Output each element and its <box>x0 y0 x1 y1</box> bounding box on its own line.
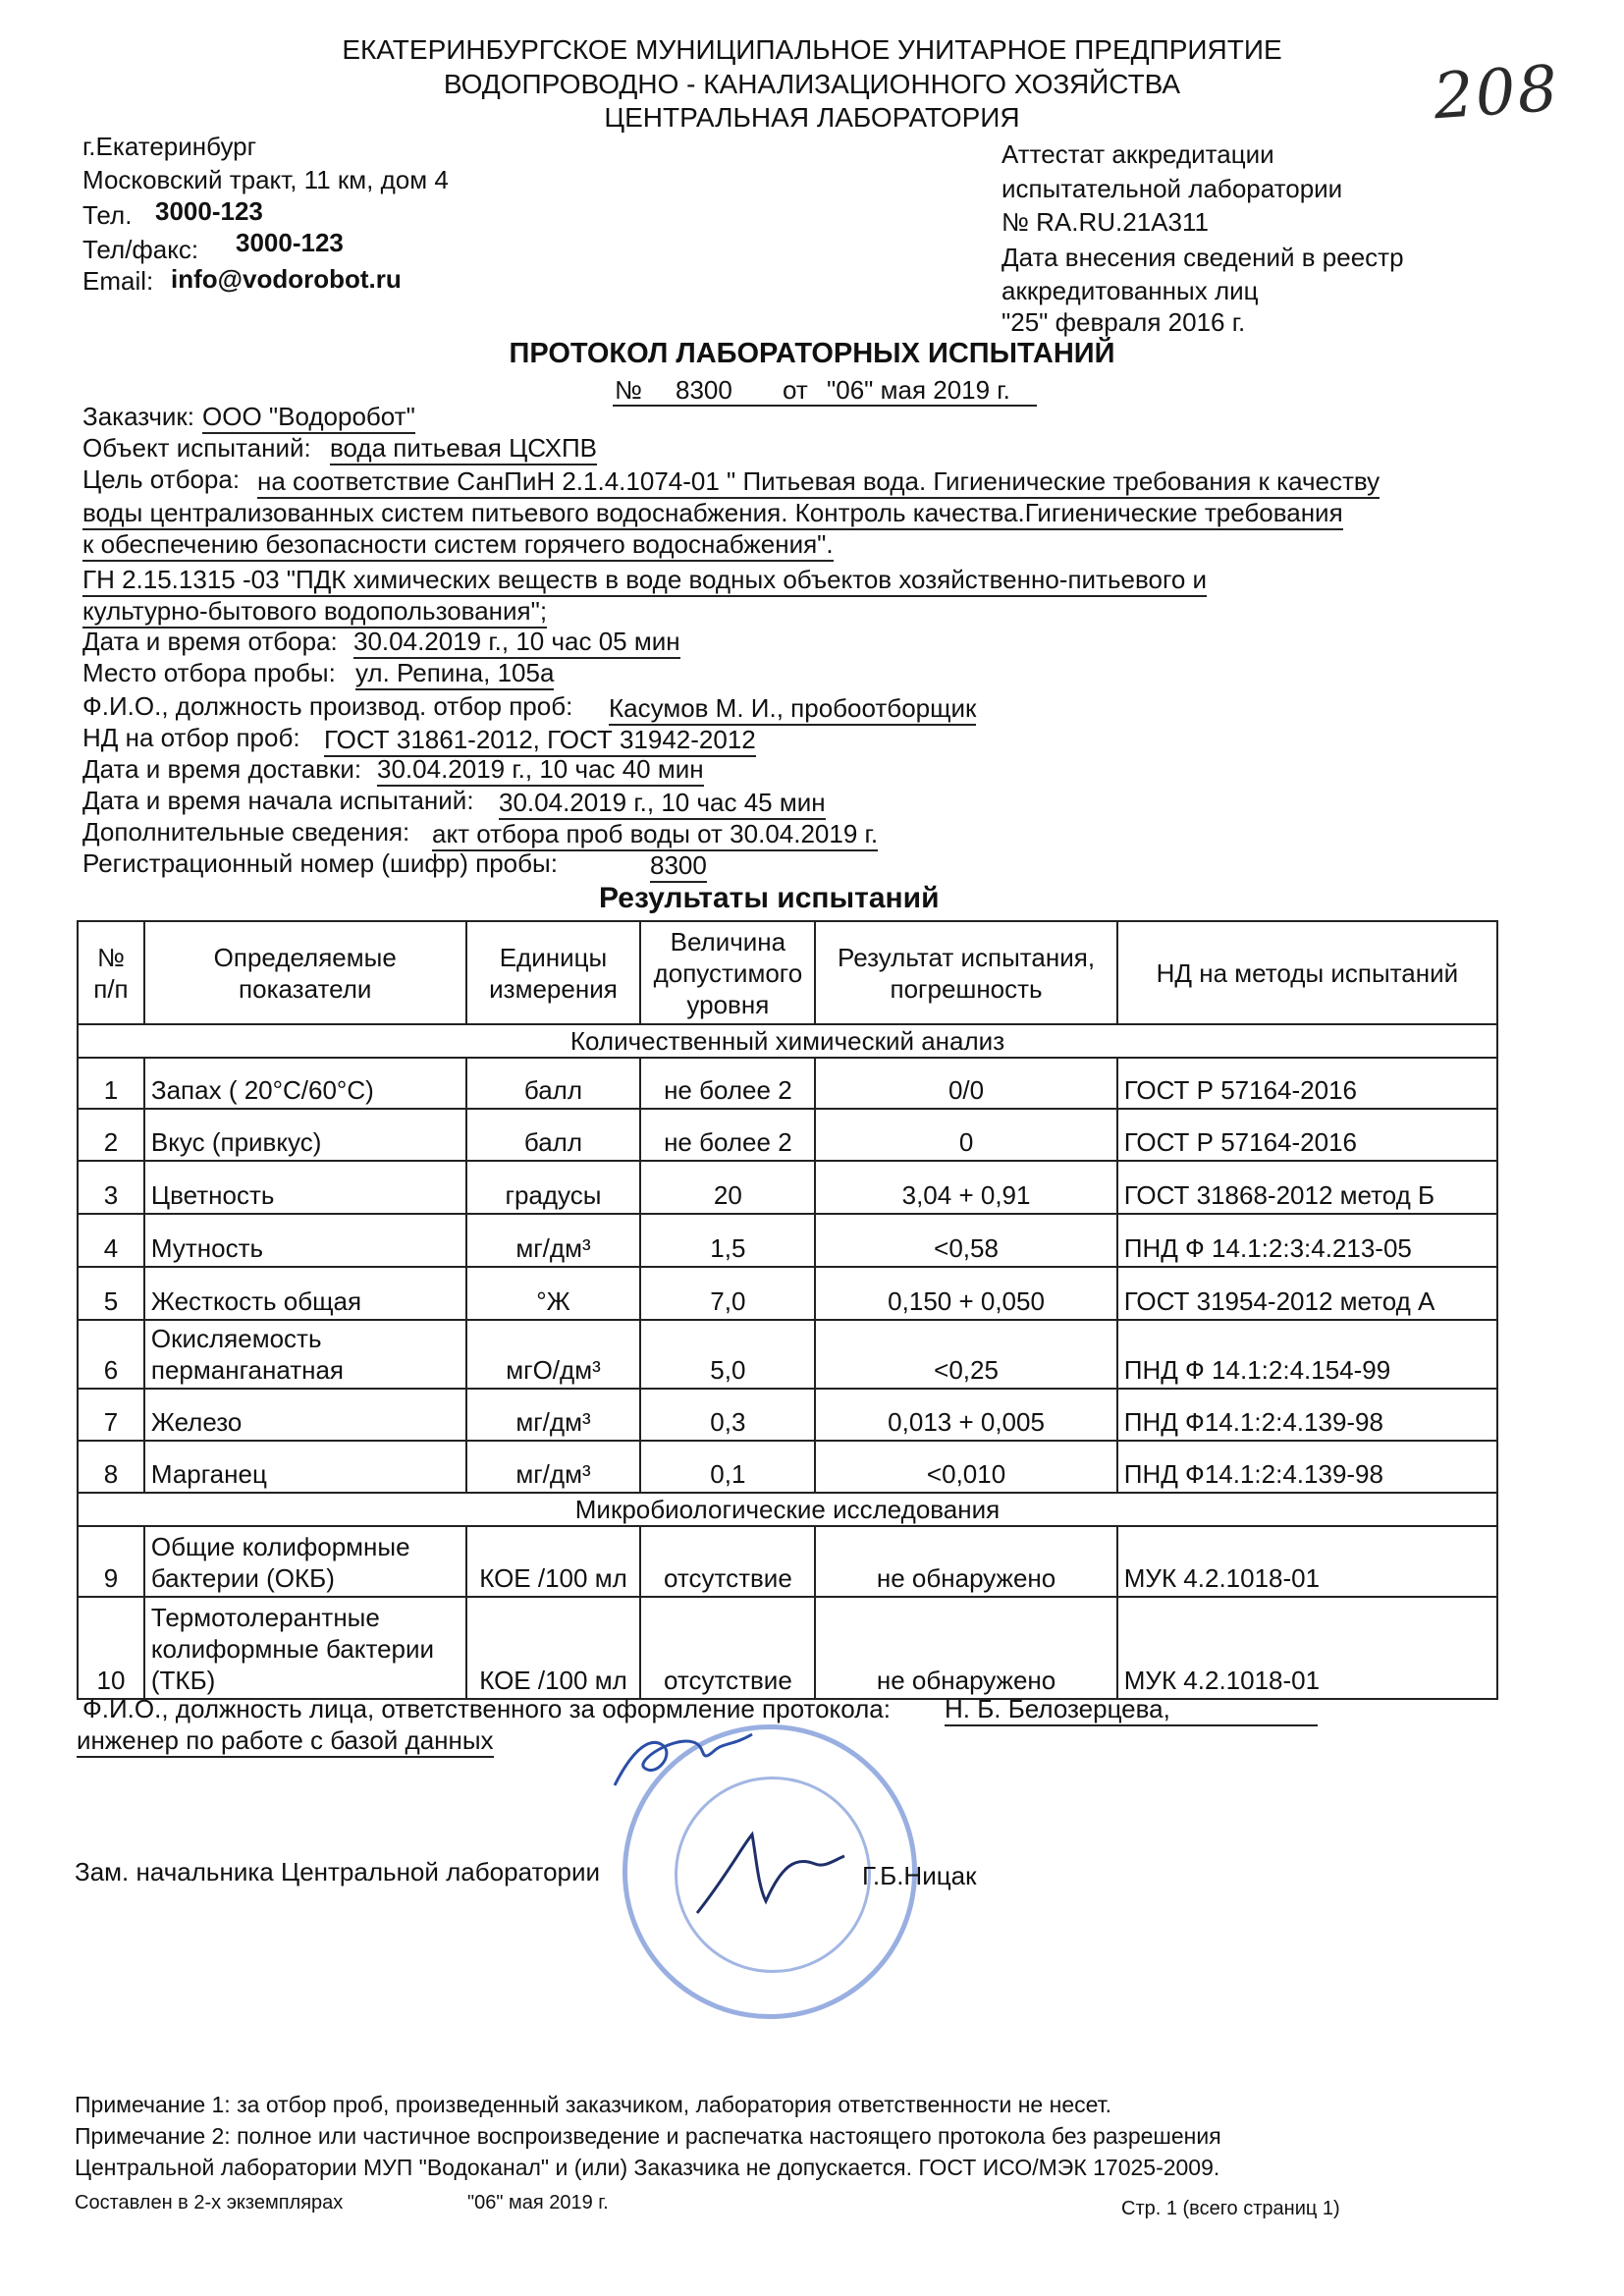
cell-num: 6 <box>78 1320 144 1389</box>
purpose-label: Цель отбора: <box>82 465 241 494</box>
test-start-label: Дата и время начала испытаний: <box>82 786 474 815</box>
cell-method: ГОСТ 31868-2012 метод Б <box>1117 1161 1497 1214</box>
sampling-place-value: ул. Репина, 105а <box>355 657 554 690</box>
cell-method: ГОСТ Р 57164-2016 <box>1117 1058 1497 1109</box>
object-value: вода питьевая ЦСХПВ <box>330 432 597 465</box>
section-micro-label: Микробиологические исследования <box>78 1493 1497 1526</box>
header-result: Результат испытания, погрешность <box>815 921 1116 1024</box>
footer-page: Стр. 1 (всего страниц 1) <box>1121 2198 1340 2219</box>
protocol-date: "06" мая 2019 г. <box>827 375 1010 405</box>
cell-num: 3 <box>78 1161 144 1214</box>
cell-method: МУК 4.2.1018-01 <box>1117 1597 1497 1699</box>
protocol-no-label: № <box>615 375 642 405</box>
tel-label: Тел. <box>82 200 133 230</box>
table-row <box>78 1526 1497 1597</box>
cell-method: ПНД Ф 14.1:2:4.154-99 <box>1117 1320 1497 1389</box>
object-label: Объект испытаний: <box>82 433 311 463</box>
cell-limit: отсутствие <box>640 1526 815 1597</box>
table-row <box>78 1058 1497 1109</box>
accreditation-number: № RA.RU.21A311 <box>1001 207 1209 237</box>
fax-value: 3000-123 <box>236 228 344 257</box>
section-row-chem <box>78 1024 1497 1058</box>
cell-method: ПНД Ф14.1:2:4.139-98 <box>1117 1389 1497 1441</box>
table-row <box>78 1320 1497 1389</box>
cell-result: не обнаружено <box>815 1526 1116 1597</box>
delivery-label: Дата и время доставки: <box>82 754 362 784</box>
delivery-value: 30.04.2019 г., 10 час 40 мин <box>377 753 704 787</box>
cell-name-line1: Термотолерантные <box>150 1603 380 1632</box>
header-num: № п/п <box>78 921 144 1024</box>
section-chem-label: Количественный химический анализ <box>78 1024 1497 1058</box>
cell-result: 0/0 <box>815 1058 1116 1109</box>
header-method: НД на методы испытаний <box>1117 921 1497 1024</box>
note-2-line2: Центральной лаборатории МУП "Водоканал" и (или) Заказчика не допускается. ГОСТ ИСО/МЭК 17025-2009. <box>75 2155 1220 2180</box>
cell-name: Марганец <box>144 1441 466 1493</box>
cell-limit: 0,1 <box>640 1441 815 1493</box>
cell-name: Мутность <box>144 1214 466 1267</box>
cell-limit: 0,3 <box>640 1389 815 1441</box>
sampler-value: Касумов М. И., пробоотборщик <box>609 692 976 726</box>
cell-name: Железо <box>144 1389 466 1441</box>
cell-name-line1: Окисляемость <box>150 1324 322 1353</box>
cell-limit: 7,0 <box>640 1267 815 1320</box>
cell-method: МУК 4.2.1018-01 <box>1117 1526 1497 1597</box>
cell-name <box>144 1320 466 1389</box>
cell-method: ПНД Ф 14.1:2:3:4.213-05 <box>1117 1214 1497 1267</box>
cell-num: 10 <box>78 1597 144 1699</box>
cell-unit: °Ж <box>466 1267 641 1320</box>
cell-name-line2: бактерии (ОКБ) <box>150 1563 335 1593</box>
cell-unit: балл <box>466 1109 641 1161</box>
cell-limit: 20 <box>640 1161 815 1214</box>
sampling-datetime-label: Дата и время отбора: <box>82 627 338 656</box>
cell-result: не обнаружено <box>815 1597 1116 1699</box>
cell-result: 0 <box>815 1109 1116 1161</box>
table-row <box>78 1161 1497 1214</box>
cell-unit: КОЕ /100 мл <box>466 1597 641 1699</box>
table-row <box>78 1109 1497 1161</box>
test-start-value: 30.04.2019 г., 10 час 45 мин <box>499 787 826 820</box>
org-name-line3: ЦЕНТРАЛЬНАЯ ЛАБОРАТОРИЯ <box>604 102 1020 133</box>
cell-method: ГОСТ Р 57164-2016 <box>1117 1109 1497 1161</box>
cell-unit: мгО/дм³ <box>466 1320 641 1389</box>
handwritten-page-number: 208 <box>1431 52 1562 135</box>
fax-label: Тел/факс: <box>82 235 199 264</box>
cell-name: Жесткость общая <box>144 1267 466 1320</box>
responsible-position: инженер по работе с базой данных <box>77 1724 494 1758</box>
protocol-from-label: от <box>783 375 808 405</box>
cell-limit: не более 2 <box>640 1058 815 1109</box>
cell-name: Вкус (привкус) <box>144 1109 466 1161</box>
accreditation-date: "25" февраля 2016 г. <box>1001 307 1246 337</box>
header-limit: Величина допустимого уровня <box>640 921 815 1024</box>
cell-limit: отсутствие <box>640 1597 815 1699</box>
extra-info-value: акт отбора проб воды от 30.04.2019 г. <box>432 818 878 851</box>
cell-name-line1: Общие колиформные <box>150 1532 410 1561</box>
cell-result: <0,010 <box>815 1441 1116 1493</box>
sampling-datetime-value: 30.04.2019 г., 10 час 05 мин <box>353 626 680 659</box>
note-2-line1: Примечание 2: полное или частичное воспроизведение и распечатка настоящего протокола без разрешения <box>75 2123 1221 2149</box>
table-row <box>78 1441 1497 1493</box>
sampler-label: Ф.И.О., должность производ. отбор проб: <box>82 691 573 721</box>
cell-limit: 5,0 <box>640 1320 815 1389</box>
purpose-line2: воды централизованных систем питьевого водоснабжения. Контроль качества.Гигиенические требования <box>82 497 1343 530</box>
accreditation-line1: Аттестат аккредитации <box>1001 139 1274 169</box>
cell-limit: 1,5 <box>640 1214 815 1267</box>
table-row <box>78 1389 1497 1441</box>
reg-number-label: Регистрационный номер (шифр) пробы: <box>82 848 558 878</box>
accreditation-line2: испытательной лаборатории <box>1001 174 1343 203</box>
org-name-line2: ВОДОПРОВОДНО - КАНАЛИЗАЦИОННОГО ХОЗЯЙСТВА <box>443 69 1181 99</box>
customer-label: Заказчик: <box>82 402 195 431</box>
email-label: Email: <box>82 266 154 296</box>
cell-name-line2: перманганатная <box>150 1355 345 1385</box>
cell-name <box>144 1526 466 1597</box>
cell-unit: градусы <box>466 1161 641 1214</box>
cell-result: 3,04 + 0,91 <box>815 1161 1116 1214</box>
note-1: Примечание 1: за отбор проб, произведенный заказчиком, лаборатория ответственности не несет. <box>75 2092 1112 2117</box>
protocol-number-underline <box>613 405 1037 407</box>
cell-unit: мг/дм³ <box>466 1389 641 1441</box>
cell-num: 9 <box>78 1526 144 1597</box>
signature-responsible-icon <box>605 1717 762 1799</box>
table-header-row <box>78 921 1497 1024</box>
cell-num: 4 <box>78 1214 144 1267</box>
nd-sampling-value: ГОСТ 31861-2012, ГОСТ 31942-2012 <box>324 724 756 757</box>
cell-name: Запах ( 20°С/60°С) <box>144 1058 466 1109</box>
cell-unit: мг/дм³ <box>466 1441 641 1493</box>
cell-unit: мг/дм³ <box>466 1214 641 1267</box>
deputy-name: Г.Б.Ницак <box>862 1861 977 1890</box>
accreditation-line4: Дата внесения сведений в реестр <box>1001 243 1404 272</box>
accreditation-line5: аккредитованных лиц <box>1001 276 1259 305</box>
cell-name <box>144 1597 466 1699</box>
purpose-line3: к обеспечению безопасности систем горячего водоснабжения". <box>82 528 834 562</box>
reg-number-value: 8300 <box>650 849 707 883</box>
tel-value: 3000-123 <box>155 196 263 226</box>
header-name: Определяемые показатели <box>144 921 466 1024</box>
sampling-place-label: Место отбора пробы: <box>82 658 336 687</box>
footer-copies: Составлен в 2-х экземплярах <box>75 2192 344 2214</box>
address-street: Московский тракт, 11 км, дом 4 <box>82 165 449 194</box>
footer-date: "06" мая 2019 г. <box>467 2192 609 2214</box>
signature-deputy-icon <box>687 1817 854 1925</box>
table-row <box>78 1597 1497 1699</box>
protocol-number: 8300 <box>676 375 732 405</box>
address-city: г.Екатеринбург <box>82 132 257 161</box>
extra-info-label: Дополнительные сведения: <box>82 817 410 847</box>
cell-unit: балл <box>466 1058 641 1109</box>
protocol-title: ПРОТОКОЛ ЛАБОРАТОРНЫХ ИСПЫТАНИЙ <box>509 338 1115 369</box>
cell-result: 0,013 + 0,005 <box>815 1389 1116 1441</box>
cell-num: 7 <box>78 1389 144 1441</box>
table-row <box>78 1267 1497 1320</box>
cell-limit: не более 2 <box>640 1109 815 1161</box>
header-unit: Единицы измерения <box>466 921 641 1024</box>
cell-num: 1 <box>78 1058 144 1109</box>
purpose-line4: ГН 2.15.1315 -03 "ПДК химических веществ в воде водных объектов хозяйственно-питьевого и <box>82 564 1207 597</box>
purpose-line1: на соответствие СанПиН 2.1.4.1074-01 " Питьевая вода. Гигиенические требования к качеству <box>257 465 1380 499</box>
cell-result: 0,150 + 0,050 <box>815 1267 1116 1320</box>
cell-result: <0,58 <box>815 1214 1116 1267</box>
cell-num: 5 <box>78 1267 144 1320</box>
results-table <box>77 920 1498 1700</box>
cell-num: 2 <box>78 1109 144 1161</box>
cell-method: ГОСТ 31954-2012 метод А <box>1117 1267 1497 1320</box>
deputy-role: Зам. начальника Центральной лаборатории <box>75 1857 601 1886</box>
purpose-line5: культурно-бытового водопользования"; <box>82 595 547 629</box>
org-name-line1: ЕКАТЕРИНБУРГСКОЕ МУНИЦИПАЛЬНОЕ УНИТАРНОЕ ПРЕДПРИЯТИЕ <box>342 34 1282 65</box>
cell-result: <0,25 <box>815 1320 1116 1389</box>
cell-method: ПНД Ф14.1:2:4.139-98 <box>1117 1441 1497 1493</box>
table-row <box>78 1214 1497 1267</box>
responsible-label: Ф.И.О., должность лица, ответственного за оформление протокола: <box>82 1694 891 1723</box>
cell-unit: КОЕ /100 мл <box>466 1526 641 1597</box>
responsible-name: Н. Б. Белозерцева, <box>945 1693 1318 1726</box>
customer-value: ООО "Водоробот" <box>202 401 415 434</box>
cell-num: 8 <box>78 1441 144 1493</box>
section-row-micro <box>78 1493 1497 1526</box>
cell-name-line2: колиформные бактерии <box>150 1634 435 1664</box>
cell-name: Цветность <box>144 1161 466 1214</box>
email-value: info@vodorobot.ru <box>171 264 402 294</box>
nd-sampling-label: НД на отбор проб: <box>82 723 300 752</box>
results-title: Результаты испытаний <box>599 882 940 914</box>
cell-name-line3: (ТКБ) <box>150 1666 216 1695</box>
